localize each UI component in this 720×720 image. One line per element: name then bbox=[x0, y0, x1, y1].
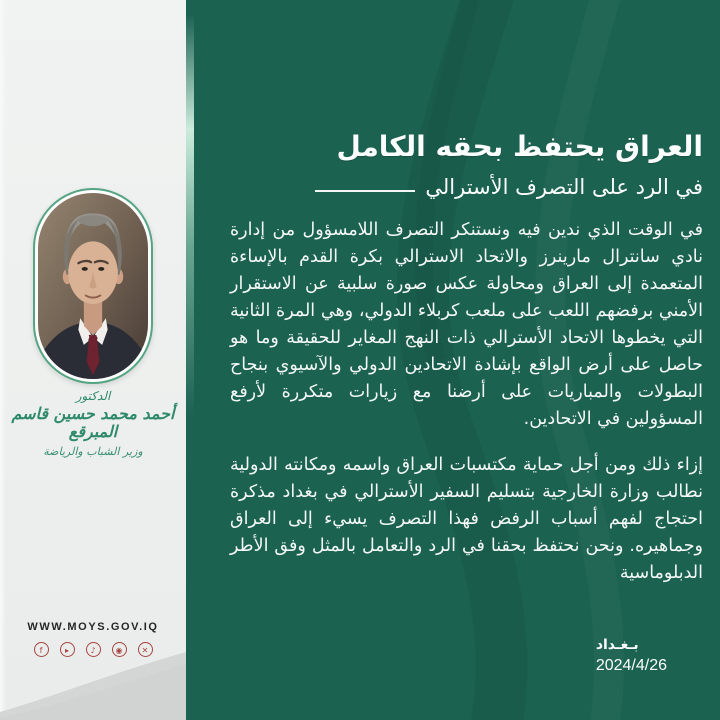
statement-subtitle: في الرد على التصرف الأسترالي bbox=[425, 175, 703, 199]
gray-curve-decoration bbox=[0, 560, 186, 720]
youtube-icon: ▸ bbox=[60, 642, 75, 657]
statement-subtitle-row bbox=[206, 175, 703, 199]
instagram-icon: ◉ bbox=[112, 642, 127, 657]
left-panel bbox=[0, 0, 186, 720]
social-icons-row bbox=[0, 642, 186, 657]
dateline-city: بـغـداد bbox=[595, 637, 639, 653]
dateline-date: 2024/4/26 bbox=[595, 657, 667, 674]
minister-role: وزير الشباب والرياضة bbox=[43, 444, 143, 458]
subtitle-rule bbox=[315, 190, 415, 192]
honorific-text: الدكتور bbox=[75, 389, 111, 403]
statement-paragraph-1: في الوقت الذي ندين فيه ونستنكر التصرف اللامسؤول من إدارة نادي سانترال مارينرز والاتحاد الاسترالي بكرة القدم بالإساءة المتعمدة إلى العراق ومحاولة عكس صورة سلبية عن الاستقرار الأمني برفضهم اللعب على ملعب كربلاء الدولي، وهي المرة الثانية التي يخطوها الاتحاد الأسترالي ذات النهج المغاير للحقيقة وما هو حاصل على أرض الواقع بإشادة الاتحادين الدولي والآسيوي بنجاح البطولات والمباريات على أرضنا مع زيارات متكررة لأرفع المسؤولين في الاتحادين. bbox=[230, 220, 703, 429]
statement-content bbox=[186, 0, 720, 720]
dateline bbox=[596, 637, 667, 675]
website-url: WWW.MOYS.GOV.IQ bbox=[27, 621, 159, 633]
tiktok-icon: ♪ bbox=[86, 642, 101, 657]
statement-body bbox=[230, 217, 703, 606]
signature-block bbox=[0, 389, 186, 458]
statement-paragraph-2: إزاء ذلك ومن أجل حماية مكتسبات العراق واسمه ومكانته الدولية نطالب وزارة الخارجية بتسليم السفير الأسترالي في بغداد مذكرة احتجاج لفهم أسباب الرفض فهذا التصرف يسيء إلى العراق وجماهيره. ونحن نحتفظ بحقنا في الرد والتعامل بالمثل وفق الأطر الدبلوماسية bbox=[230, 455, 703, 583]
portrait-frame bbox=[33, 188, 153, 384]
portrait-illustration bbox=[38, 193, 148, 379]
statement-title: العراق يحتفظ بحقه الكامل bbox=[336, 130, 703, 163]
minister-name: أحمد محمد حسين قاسم المبرقع bbox=[11, 404, 175, 442]
statement-panel bbox=[186, 0, 720, 720]
facebook-icon: f bbox=[34, 642, 49, 657]
minister-portrait-photo bbox=[38, 193, 148, 379]
x-icon: ✕ bbox=[138, 642, 153, 657]
